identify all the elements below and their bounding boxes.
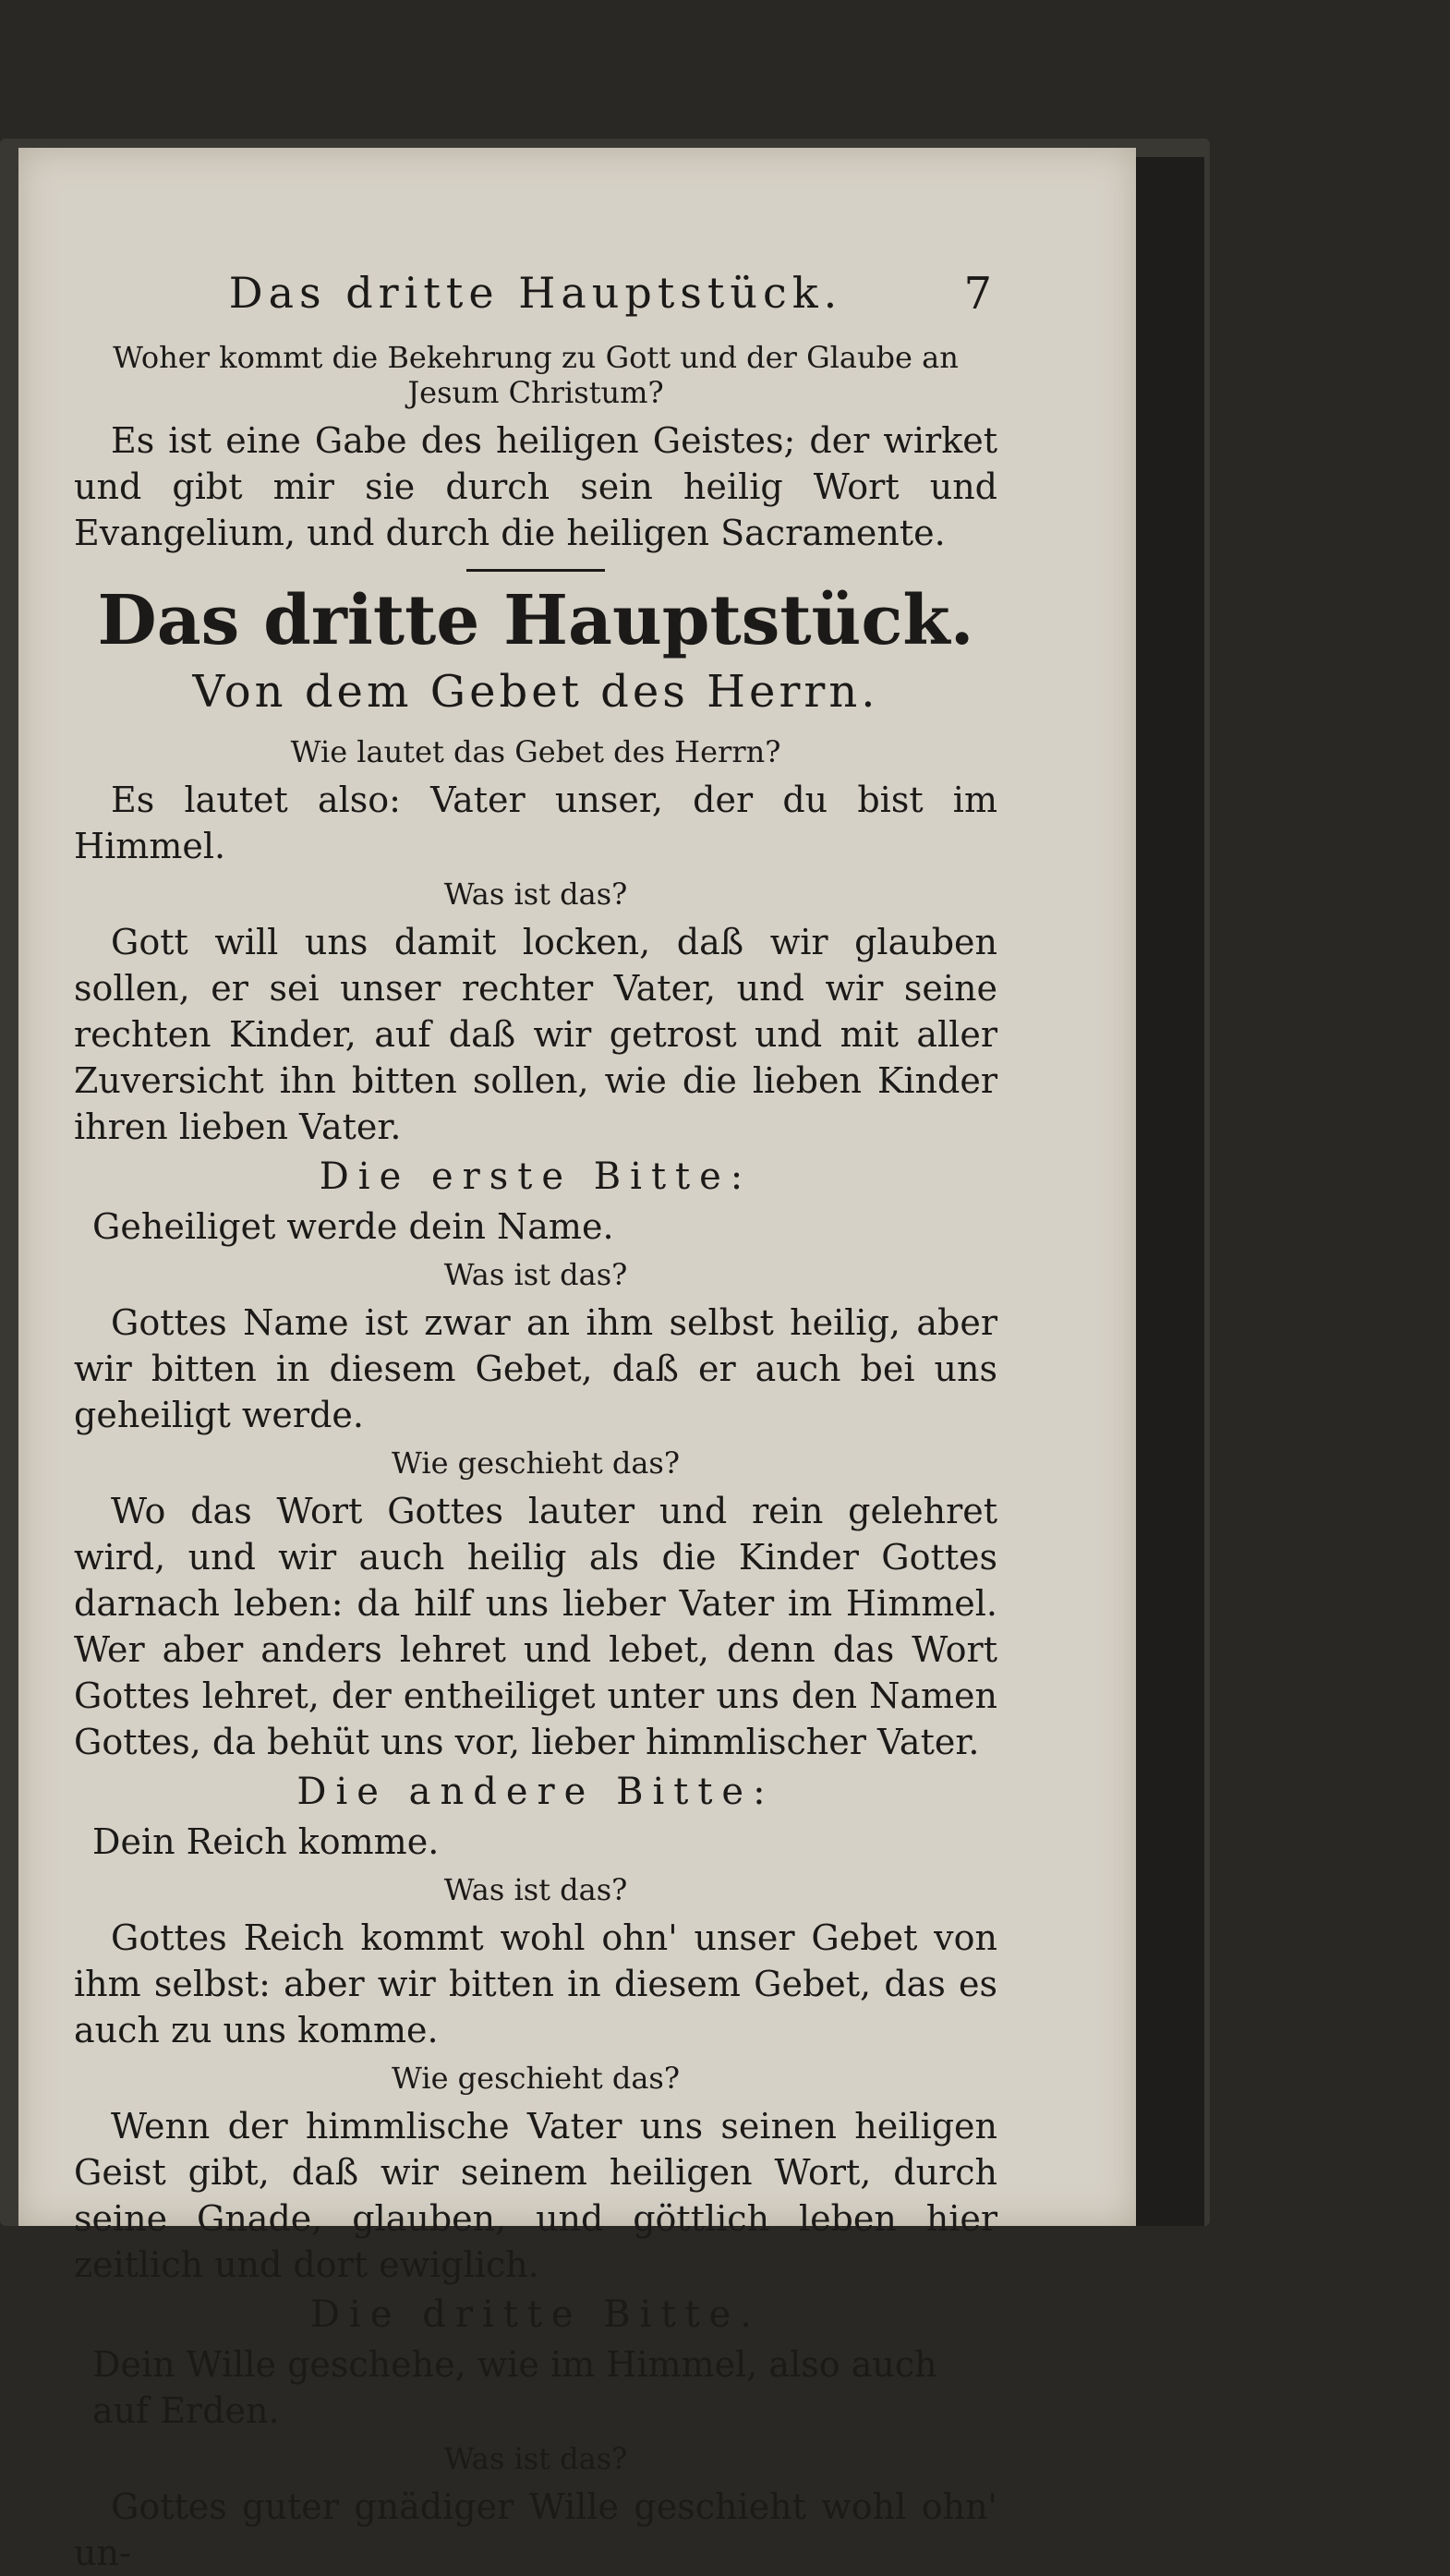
petition-question: Was ist das?	[443, 1257, 628, 1292]
opening-answer-2: Gott will uns damit locken, daß wir glauben sollen, er sei unser rechter Vater, und wir seine rechten Kinder, auf daß wir getrost und mit aller Zuversicht ihn bitten sollen, wie die lieben Kinder ihren lieben Vater.	[74, 922, 997, 1147]
petition-answer: Wo das Wort Gottes lauter und rein gelehret wird, und wir auch heilig als die Kinder Gottes darnach leben: da hilf uns lieber Vater im Himmel. Wer aber anders lehret und lebet, denn das Wort Gottes lehret, der entheiliget unter uns den Namen Gottes, da behüt uns vor, lieber himmlischer Vater.	[74, 1491, 997, 1762]
petition-answer: Wenn der himmlische Vater uns seinen heiligen Geist gibt, daß wir seinem heiligen Wort, durch seine Gnade, glauben, und göttlich leben hier zeitlich und dort ewiglich.	[74, 2106, 997, 2285]
petition-answer: Gottes Name ist zwar an ihm selbst heilig, aber wir bitten in diesem Gebet, daß er auch bei uns geheiligt werde.	[74, 1302, 997, 1435]
petition-question: Was ist das?	[443, 1872, 628, 1907]
book-spine-edge	[1127, 157, 1204, 2226]
opening-question: Wie lautet das Gebet des Herrn?	[290, 734, 781, 769]
running-head	[74, 268, 997, 333]
petition-heading: Die dritte Bitte.	[309, 2293, 762, 2336]
opening-question-2: Was ist das?	[443, 877, 628, 912]
page-number: 7	[963, 268, 997, 320]
petition-verse: Geheiliget werde dein Name.	[92, 1206, 614, 1247]
book-page	[18, 148, 1136, 2573]
petition-verse: Dein Reich komme.	[92, 1821, 440, 1862]
petition-question: Wie geschieht das?	[392, 2061, 680, 2096]
intro-answer: Es ist eine Gabe des heiligen Geistes; der wirket und gibt mir sie durch sein heilig Wort und Evangelium, und durch die heiligen Sacramente.	[74, 420, 997, 553]
opening-answer: Es lautet also: Vater unser, der du bist im Himmel.	[74, 780, 997, 866]
section-subtitle: Von dem Gebet des Herrn.	[192, 666, 879, 718]
intro-question: Woher kommt die Bekehrung zu Gott und der Glaube an Jesum Christum?	[113, 340, 959, 410]
petition-question: Wie geschieht das?	[392, 1445, 680, 1481]
page-text-block	[74, 268, 997, 2576]
petition-question: Was ist das?	[443, 2441, 628, 2476]
petition-answer: Gottes guter gnädiger Wille geschieht wohl ohn' un-	[74, 2486, 997, 2573]
running-head-title: Das dritte Hauptstück.	[228, 268, 843, 318]
petition-heading: Die erste Bitte:	[319, 1155, 753, 1198]
section-divider	[466, 569, 605, 572]
petition-heading: Die andere Bitte:	[296, 1771, 775, 1813]
petition-answer: Gottes Reich kommt wohl ohn' unser Gebet von ihm selbst: aber wir bitten in diesem Gebet, das es auch zu uns komme.	[74, 1917, 997, 2050]
section-title: Das dritte Hauptstück.	[97, 581, 974, 660]
petition-verse: Dein Wille geschehe, wie im Himmel, also auch auf Erden.	[92, 2344, 937, 2431]
